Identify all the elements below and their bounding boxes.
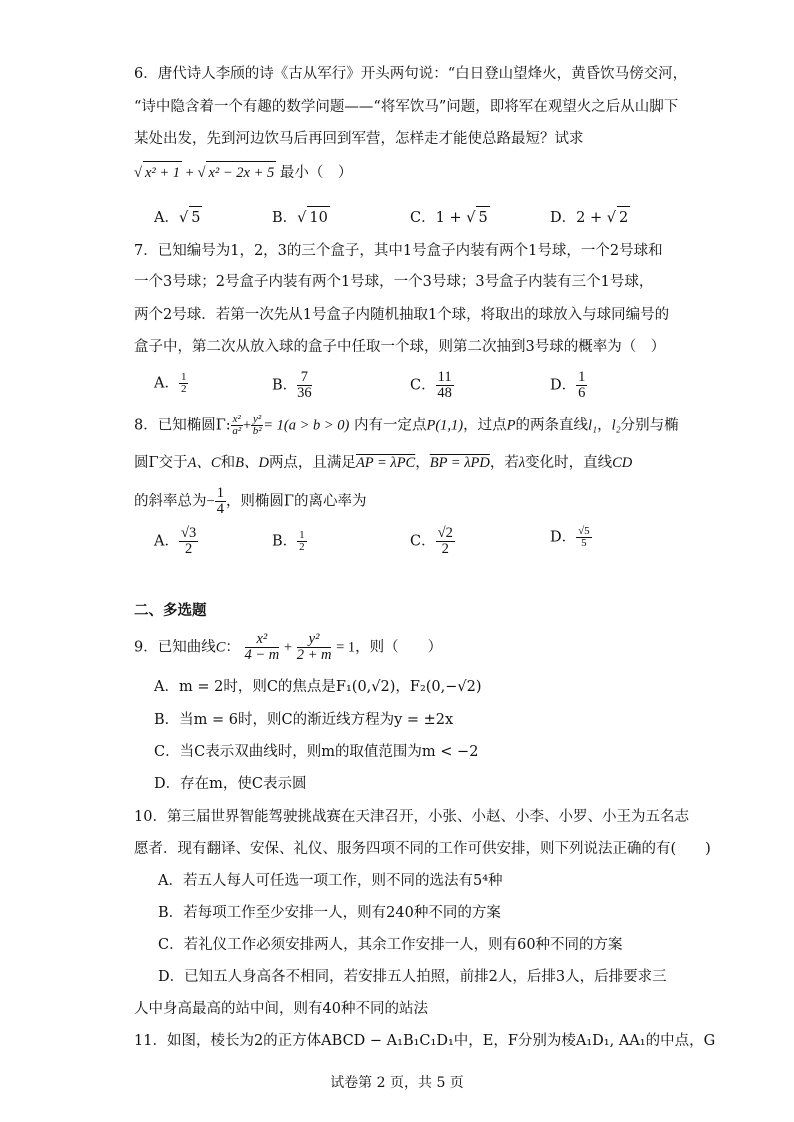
option-prefix: 2 + [576,210,607,226]
q8-lambda: λ [518,455,526,471]
q8-point: P(1,1) [426,417,464,434]
fraction-numerator: √2 [437,525,453,541]
sqrt-symbol: √ [466,210,476,226]
q9-option-a: A．m = 2时，则C的焦点是F₁(0,√2)，F₂(0,−√2) [154,679,482,695]
fraction-denominator: 5 [581,537,587,549]
option-label: C． [410,210,436,226]
option-label: B． [272,533,298,550]
fraction-denominator: 2 [180,383,187,395]
q6-line-1: 6．唐代诗人李颀的诗《古从军行》开头两句说：“白日登山望烽火，黄昏饮马傍交河， [134,66,688,82]
q8-text: 的斜率总为 [134,493,207,510]
sqrt-symbol: √ [606,210,616,226]
q7-line-4: 盒子中，第二次从放入球的盒子中任取一个球，则第二次抽到3号球的概率为（ ） [134,339,666,355]
option-label: A． [154,533,179,550]
q8-option-a [154,526,198,557]
q6-radicand-b: x² − 2x + 5 [206,161,276,184]
q8-p: P [506,417,516,434]
fraction-numerator: 1 [299,529,305,541]
fraction-denominator: 4 − m [244,647,280,663]
q9-line-1: 9．已知曲线C： $\frac{\text{x²}}{4 - m}$ + $\frac{\text{y²}}{2 + m}$ = 1，则（ ） [134,631,443,663]
option-radicand: 5 [476,206,489,229]
q8-text: 两点，且满足 [268,455,356,471]
q10-line-2: 愿者．现有翻译、安保、礼仪、服务四项不同的工作可供安排，则下列说法正确的有( ) [134,841,711,857]
sqrt-symbol: √ [178,210,189,226]
q6-radicand-a: x² + 1 [143,161,182,184]
q8-ac: A、C [187,455,221,471]
fraction-denominator: 48 [437,385,452,401]
q8-bd: B、D [235,455,269,471]
q6-option-d [550,206,630,229]
q8-text: 分别与椭 [620,417,679,434]
option-radicand: 10 [307,206,329,229]
fraction-denominator: 36 [297,385,312,401]
q10-option-b: B．若每项工作至少安排一人，则有240种不同的方案 [158,905,501,921]
fraction-denominator: 4 [216,501,224,517]
q6-option-b [272,206,330,229]
q7-option-c [410,370,454,401]
q8-minus: − [206,493,215,510]
fraction-numerator: √5 [578,525,590,537]
q8-text: ，过点 [463,417,507,434]
q7-option-d [550,370,587,401]
q6-expression [134,161,352,184]
sqrt-symbol: √ [134,165,142,181]
section-heading: 二、多选题 [134,603,207,619]
fraction-numerator: y² [297,632,332,648]
sqrt-symbol: √ [197,165,206,181]
q8-lead: 8．已知椭圆Γ: [134,417,231,434]
q7-option-a [154,372,188,395]
option-prefix: 1 + [435,210,467,226]
option-label: C． [410,533,436,550]
sqrt-symbol: √ [297,210,307,226]
option-label: B． [272,210,298,226]
fraction-denominator: 2 [441,541,449,557]
q8-line-2: 圆Γ交于A、C和B、D两点，且满足AP = λPC，BP = λPD，若λ变化时，直线CD [134,455,633,471]
fraction-denominator: 2 + m [296,647,332,663]
q8-condition: = 1(a > b > 0) [263,417,350,434]
q7-line-3: 两个2号球．若第一次先从1号盒子内随机抽取1个球，将取出的球放入与球同编号的 [134,307,670,323]
q11-line-1: 11．如图，棱长为2的正方体ABCD − A₁B₁C₁D₁中，E，F分别为棱A₁D₁, AA₁的中点，G [134,1033,716,1049]
option-label: D． [550,377,577,394]
fraction-numerator: 1 [578,369,586,385]
q10-option-a: A．若五人每人可任选一项工作，则不同的选法有5⁴种 [158,873,503,889]
q6-tail: 最小（ ） [279,165,353,181]
q8-text: 圆Γ交于 [134,455,188,471]
q8-l1: l₁ [587,417,598,434]
option-label: A． [154,375,179,392]
q8-cd: CD [612,455,633,471]
q9-colon: ： [225,639,240,656]
q8-text: 和 [220,455,236,471]
q6-line-2: “诗中隐含着一个有趣的数学问题——“将军饮马”问题，即将军在观望火之后从山脚下 [134,99,679,115]
q8-line-1: 8．已知椭圆Γ: $\frac{\text{x²}}{\text{a²}}$ + $\frac{\text{y²}}{\text{b²}}$ = 1(a > b > 0) 内有一定点P(1,1)，过点P的两条直线l₁，l₂分别与椭 [134,413,679,437]
q6-option-a [154,206,202,229]
plus-sign: + [185,165,194,181]
q8-line-3 [134,486,367,517]
q10-option-c: C．若礼仪工作必须安排两人，其余工作安排一人，则有60种不同的方案 [158,937,623,953]
q8-option-b [272,530,307,553]
q7-line-2: 一个3号球；2号盒子内装有两个1号球，一个3号球；3号盒子内装有三个1号球， [134,274,654,290]
fraction-numerator: 1 [216,485,224,501]
q9-lead: 9．已知曲线 [134,639,216,656]
fraction-numerator: 11 [437,369,452,385]
q9-equals: = 1 [336,639,356,656]
q8-text: ，若 [489,455,519,471]
q10-option-d: D．已知五人身高各不相同，若安排五人拍照，前排2人，后排3人，后排要求三 [158,969,667,985]
q8-text: 变化时，直线 [525,455,613,471]
q8-l2: l₂ [611,417,621,434]
q8-option-c [410,526,455,557]
q8-option-d [550,526,592,549]
q9-c: C [215,639,226,656]
q7-line-1: 7．已知编号为1，2，3的三个盒子，其中1号盒子内装有两个1号球，一个2号球和 [134,243,663,259]
option-label: D． [550,210,577,226]
q7-option-b [272,370,312,401]
fraction-denominator: 6 [578,385,586,401]
fraction-numerator: 7 [297,370,312,386]
option-label: A． [154,210,179,226]
fraction-numerator: √3 [180,525,197,541]
option-radicand: 5 [189,206,202,229]
q9-option-c: C．当C表示双曲线时，则m的取值范围为m < −2 [154,744,479,760]
q9-option-b: B．当m = 6时，则C的渐近线方程为y = ±2x [154,712,454,728]
q10-option-d-cont: 人中身高最高的站中间，则有40种不同的站法 [134,1001,428,1017]
page-footer: 试卷第 2 页，共 5 页 [330,1075,464,1091]
q6-option-c [410,206,490,229]
option-radicand: 2 [617,206,630,229]
q9-option-d: D．存在m，使C表示圆 [154,776,307,792]
option-label: C． [410,377,436,394]
fraction-denominator: 2 [184,541,193,557]
option-label: D． [550,529,577,546]
fraction-denominator: 2 [299,541,305,553]
q8-text: 内有一定点 [353,417,427,434]
q10-line-1: 10．第三届世界智能驾驶挑战赛在天津召开，小张、小赵、小李、小罗、小王为五名志 [134,809,689,825]
fraction-numerator: x² [245,632,280,648]
q8-text: ，则椭圆Γ的离心率为 [225,493,367,510]
q9-tail: ，则（ ） [355,639,443,656]
q8-vector-2: BP = λPD [429,455,490,471]
option-label: B． [272,377,298,394]
q6-line-3: 某处出发，先到河边饮马后再回到军营，怎样走才能使总路最短？试求 [134,131,584,147]
q8-vector-1: AP = λPC [355,455,416,471]
fraction-numerator: 1 [180,371,187,383]
q8-text: 的两条直线 [515,417,588,434]
